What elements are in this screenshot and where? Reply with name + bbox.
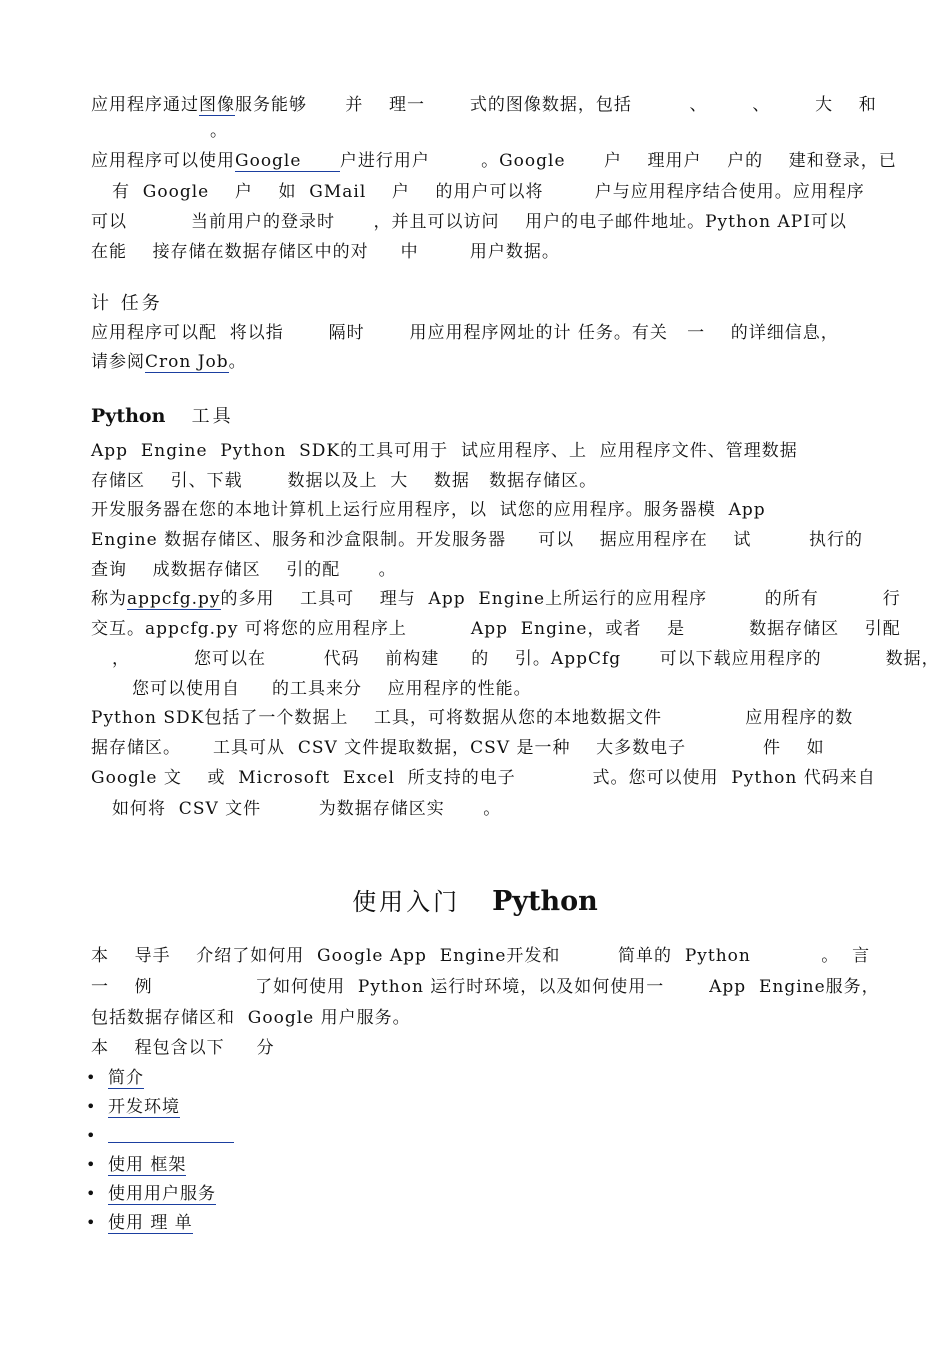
paragraph-images-line-2: 。 — [210, 121, 228, 141]
bullet-icon: • — [86, 1155, 97, 1174]
google-accounts-link[interactable]: Google — [235, 151, 340, 171]
text-span: 称为 — [91, 589, 127, 609]
list-item — [86, 1182, 234, 1211]
page-title — [0, 885, 950, 919]
toc-link-forms[interactable]: 使用 理 单 — [108, 1213, 193, 1233]
paragraph-users-line-2: 有 Google 户 如 GMail 户 的用户可以将 户与应用程序结合使用。应用程序 — [112, 182, 865, 202]
toc-list — [86, 1066, 234, 1240]
title-en: Python — [492, 886, 598, 917]
text-span: 应用程序通过 — [91, 95, 199, 115]
paragraph-users-line-3: 可以 当前用户的登录时 ，并且可以访问 用户的电子邮件地址。Python API可以 — [91, 212, 847, 232]
text-span: 。 — [228, 352, 247, 372]
heading-bold: Python — [91, 405, 166, 427]
images-service-link[interactable]: 图像 — [199, 95, 235, 115]
paragraph-tools-line-6 — [91, 588, 901, 610]
text-span: 应用程序可以使用 — [91, 151, 235, 171]
list-item — [86, 1124, 234, 1153]
section-heading-scheduled-tasks: 计 任务 — [91, 293, 163, 314]
title-cn: 使用入门 — [352, 888, 461, 916]
paragraph-tools-line-8: ， 您可以在 代码 前构建 的 引。AppCfg 可以下载应用程序的 数据， — [112, 649, 940, 669]
bullet-icon: • — [86, 1068, 97, 1087]
paragraph-tools-line-5: 查询 成数据存储区 引的配 。 — [91, 560, 397, 580]
toc-link-users-service[interactable]: 使用用户服务 — [108, 1184, 216, 1204]
list-item — [86, 1066, 234, 1095]
bullet-icon: • — [86, 1097, 97, 1116]
paragraph-tools-line-1: App Engine Python SDK的工具可用于 试应用程序、上 应用程序文件、管理数据 — [91, 441, 798, 461]
paragraph-cron-line-2 — [91, 351, 247, 373]
toc-link-intro[interactable]: 简介 — [108, 1068, 144, 1088]
heading-rest: 工具 — [191, 406, 234, 427]
paragraph-tools-line-3: 开发服务器在您的本地计算机上运行应用程序，以 试您的应用程序。服务器模 App — [91, 500, 766, 520]
text-span: 服务能够 并 理一 式的图像数据，包括 、 、 大 和 — [235, 95, 877, 115]
paragraph-tools-line-2: 存储区 引、下载 数据以及上 大 数据 数据存储区。 — [91, 471, 598, 491]
paragraph-tools-line-9: 您可以使用自 的工具来分 应用程序的性能。 — [132, 679, 532, 699]
text-span: 的多用 工具可 理与 App Engine上所运行的应用程序 的所有 行 — [220, 589, 901, 609]
paragraph-tools-line-13: 如何将 CSV 文件 为数据存储区实 。 — [112, 799, 502, 819]
text-span: 户进行用户 。Google 户 理用户 户的 建和登录，已 — [339, 151, 897, 171]
paragraph-tools-line-4: Engine 数据存储区、服务和沙盒限制。开发服务器 可以 据应用程序在 试 执行的 — [91, 530, 863, 550]
paragraph-cron-line-1: 应用程序可以配 将以指 隔时 用应用程序网址的计 任务。有关 一 的详细信息， — [91, 323, 839, 343]
toc-link-dev-env[interactable]: 开发环境 — [108, 1097, 180, 1117]
appcfg-link[interactable]: appcfg.py — [127, 589, 221, 609]
paragraph-images-line-1 — [91, 94, 877, 116]
paragraph-tools-line-7: 交互。appcfg.py 可将您的应用程序上 App Engine，或者 是 数据存储区 引配 — [91, 619, 901, 639]
list-item — [86, 1211, 234, 1240]
paragraph-tools-line-10: Python SDK包括了一个数据上 工具，可将数据从您的本地数据文件 应用程序的数 — [91, 708, 854, 728]
list-item — [86, 1153, 234, 1182]
paragraph-users-line-4: 在能 接存储在数据存储区中的对 中 用户数据。 — [91, 242, 560, 262]
bullet-icon: • — [86, 1213, 97, 1232]
list-item — [86, 1095, 234, 1124]
bullet-icon: • — [86, 1126, 97, 1145]
bullet-icon: • — [86, 1184, 97, 1203]
toc-link-framework[interactable]: 使用 框架 — [108, 1155, 187, 1175]
paragraph-tools-line-12: Google 文 或 Microsoft Excel 所支持的电子 式。您可以使用 Python 代码来自 — [91, 768, 876, 788]
paragraph-intro-line-4: 本 程包含以下 分 — [91, 1038, 275, 1058]
text-span: 请参阅 — [91, 352, 145, 372]
cron-job-link[interactable]: Cron Job — [145, 352, 229, 372]
section-heading-python-tools — [91, 404, 234, 429]
paragraph-intro-line-3: 包括数据存储区和 Google 用户服务。 — [91, 1008, 411, 1028]
paragraph-tools-line-11: 据存储区。 工具可从 CSV 文件提取数据，CSV 是一种 大多数电子 件 如 — [91, 738, 825, 758]
paragraph-intro-line-2: 一 例 了如何使用 Python 运行时环境，以及如何使用一 App Engine服务， — [91, 977, 880, 997]
paragraph-users-line-1 — [91, 150, 897, 172]
toc-link-empty[interactable] — [108, 1124, 234, 1143]
paragraph-intro-line-1: 本 导手 介绍了如何用 Google App Engine开发和 简单的 Python 。 言 — [91, 946, 871, 966]
